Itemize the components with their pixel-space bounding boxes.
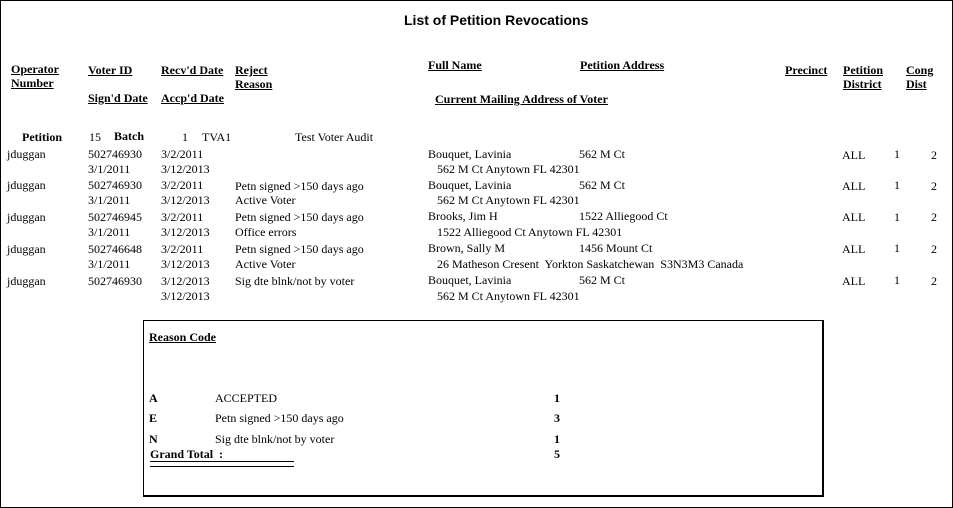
row-petition-address: 1522 Alliegood Ct <box>579 209 668 223</box>
row-petition-address: 562 M Ct <box>579 178 626 192</box>
reason-count: 1 <box>554 432 560 446</box>
row-cong-dist: 2 <box>931 210 937 224</box>
header-cong: Cong <box>906 63 934 77</box>
batch-code: TVA1 <box>202 130 232 144</box>
row-mailing-address: 562 M Ct Anytown FL 42301 <box>437 162 580 176</box>
reason-description: ACCEPTED <box>215 391 278 405</box>
row-accpd-date: 3/12/2013 <box>161 225 210 239</box>
row-recvd-date: 3/2/2011 <box>161 178 204 192</box>
row-petition-district: 1 <box>894 147 900 161</box>
header-petition-address: Petition Address <box>580 58 665 72</box>
row-operator: jduggan <box>7 242 46 256</box>
row-operator: jduggan <box>7 210 46 224</box>
row-recvd-date: 3/2/2011 <box>161 210 204 224</box>
row-full-name: Bouquet, Lavinia <box>428 273 512 287</box>
reason-code-summary-box <box>143 320 824 497</box>
header-reason: Reason <box>235 77 273 91</box>
header-district: District <box>843 77 882 91</box>
header-reject: Reject <box>235 63 268 77</box>
row-full-name: Bouquet, Lavinia <box>428 147 512 161</box>
row-reject-reason-2: Active Voter <box>235 193 296 207</box>
row-operator: jduggan <box>7 178 46 192</box>
header-precinct: Precinct <box>785 63 828 77</box>
row-petition-address: 1456 Mount Ct <box>579 241 653 255</box>
row-recvd-date: 3/2/2011 <box>161 147 204 161</box>
row-precinct: ALL <box>842 179 866 193</box>
grand-total-double-rule <box>150 461 294 467</box>
row-signd-date: 3/1/2011 <box>88 162 131 176</box>
row-petition-district: 1 <box>894 241 900 255</box>
grand-total-label: Grand Total : <box>150 447 224 461</box>
row-cong-dist: 2 <box>931 242 937 256</box>
header-operator: Operator <box>11 62 59 76</box>
row-reject-reason: Petn signed >150 days ago <box>235 210 364 224</box>
row-accpd-date: 3/12/2013 <box>161 257 210 271</box>
row-precinct: ALL <box>842 242 866 256</box>
row-mailing-address: 562 M Ct Anytown FL 42301 <box>437 193 580 207</box>
row-cong-dist: 2 <box>931 148 937 162</box>
petition-label: Petition <box>22 130 62 144</box>
row-petition-district: 1 <box>894 273 900 287</box>
row-cong-dist: 2 <box>931 274 937 288</box>
petition-value: 15 <box>89 130 101 144</box>
header-recvd-date: Recv'd Date <box>161 63 224 77</box>
header-voter-id: Voter ID <box>88 63 133 77</box>
row-full-name: Bouquet, Lavinia <box>428 178 512 192</box>
row-accpd-date: 3/12/2013 <box>161 193 210 207</box>
reason-description: Petn signed >150 days ago <box>215 411 344 425</box>
header-petition: Petition <box>843 63 883 77</box>
row-voter-id: 502746930 <box>88 178 142 192</box>
row-accpd-date: 3/12/2013 <box>161 289 210 303</box>
report-title: List of Petition Revocations <box>404 12 589 28</box>
row-accpd-date: 3/12/2013 <box>161 162 210 176</box>
reason-code: E <box>149 411 158 425</box>
row-reject-reason: Sig dte blnk/not by voter <box>235 274 355 288</box>
header-signd-date: Sign'd Date <box>88 91 148 105</box>
row-precinct: ALL <box>842 148 866 162</box>
row-petition-address: 562 M Ct <box>579 273 626 287</box>
row-full-name: Brown, Sally M <box>428 241 506 255</box>
row-voter-id: 502746945 <box>88 210 142 224</box>
row-operator: jduggan <box>7 274 46 288</box>
reason-code: N <box>149 432 158 446</box>
row-reject-reason: Petn signed >150 days ago <box>235 242 364 256</box>
row-precinct: ALL <box>842 210 866 224</box>
batch-value: 1 <box>182 130 188 144</box>
header-number: Number <box>11 76 54 90</box>
row-signd-date: 3/1/2011 <box>88 225 131 239</box>
row-precinct: ALL <box>842 274 866 288</box>
row-recvd-date: 3/12/2013 <box>161 274 210 288</box>
row-operator: jduggan <box>7 147 46 161</box>
row-cong-dist: 2 <box>931 179 937 193</box>
row-signd-date: 3/1/2011 <box>88 193 131 207</box>
row-petition-district: 1 <box>894 178 900 192</box>
row-mailing-address: 562 M Ct Anytown FL 42301 <box>437 289 580 303</box>
reason-count: 3 <box>554 411 560 425</box>
batch-label: Batch <box>114 129 144 143</box>
batch-name: Test Voter Audit <box>295 130 374 144</box>
row-reject-reason-2: Active Voter <box>235 257 296 271</box>
row-reject-reason-2: Office errors <box>235 225 297 239</box>
row-mailing-address: 26 Matheson Cresent Yorkton Saskatchewan S3N3M3 Canada <box>437 257 744 271</box>
row-voter-id: 502746930 <box>88 147 142 161</box>
header-accpd-date: Accp'd Date <box>161 91 224 105</box>
reason-code: A <box>149 391 158 405</box>
row-petition-address: 562 M Ct <box>579 147 626 161</box>
reason-description: Sig dte blnk/not by voter <box>215 432 335 446</box>
header-current-mailing: Current Mailing Address of Voter <box>435 92 608 106</box>
reason-code-title: Reason Code <box>149 330 217 344</box>
header-full-name: Full Name <box>428 58 482 72</box>
row-voter-id: 502746930 <box>88 274 142 288</box>
row-recvd-date: 3/2/2011 <box>161 242 204 256</box>
row-petition-district: 1 <box>894 210 900 224</box>
row-full-name: Brooks, Jim H <box>428 209 498 223</box>
row-signd-date: 3/1/2011 <box>88 257 131 271</box>
row-reject-reason: Petn signed >150 days ago <box>235 179 364 193</box>
grand-total-value: 5 <box>554 447 560 461</box>
row-mailing-address: 1522 Alliegood Ct Anytown FL 42301 <box>437 225 623 239</box>
row-voter-id: 502746648 <box>88 242 142 256</box>
header-dist: Dist <box>906 77 927 91</box>
reason-count: 1 <box>554 391 560 405</box>
